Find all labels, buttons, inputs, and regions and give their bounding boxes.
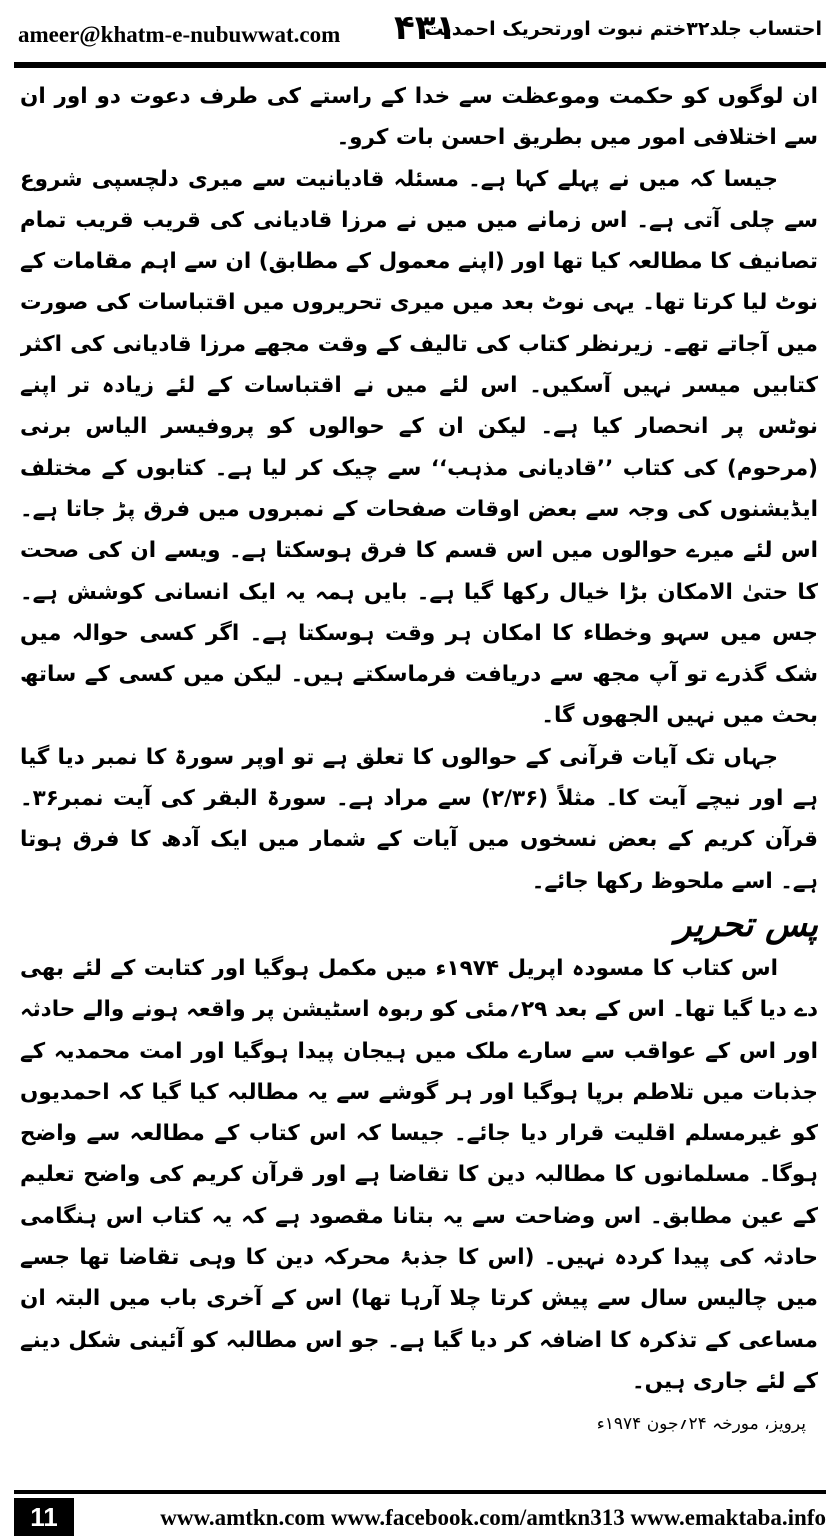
- signature-line: پرویز، مورخہ ۲۴؍جون ۱۹۷۴ء: [596, 1414, 806, 1435]
- paragraph-2: جیسا کہ میں نے پہلے کہا ہے۔ مسئلہ قادیانیت سے میری دلچسپی شروع سے چلی آتی ہے۔ اس زمانے میں میں نے مرزا قادیانی کی قریب قریب تمام تصانیف کا مطالعہ کیا تھا اور (اپنے معمول کے مطابق) ان سے اہم مقامات کے نوٹ لیا کرتا تھا۔ یہی نوٹ بعد میں میری تحریروں میں اقتباسات کی صورت میں آجاتے تھے۔ زیرنظر کتاب کی تالیف کے وقت مجھے مرزا قادیانی کی اکثر کتابیں میسر نہیں آسکیں۔ اس لئے میں نے اقتباسات کے لئے زیادہ تر اپنے نوٹس پر انحصار کیا ہے۔ لیکن ان کے حوالوں کو پروفیسر الیاس برنی (مرحوم) کی کتاب ’’قادیانی مذہب‘‘ سے چیک کر لیا ہے۔ کتابوں کے مختلف ایڈیشنوں کی وجہ سے بعض اوقات صفحات کے نمبروں میں فرق پڑ جاتا ہے۔ اس لئے میرے حوالوں میں اس قسم کا فرق ہوسکتا ہے۔ ویسے ان کی صحت کا حتیٰ الامکان بڑا خیال رکھا گیا ہے۔ بایں ہمہ یہ ایک انسانی کوشش ہے۔ جس میں سہو وخطاء کا امکان ہر وقت ہوسکتا ہے۔ اگر کسی حوالہ میں شک گذرے تو آپ مجھ سے دریافت فرماسکتے ہیں۔ لیکن میں کسی کے ساتھ بحث میں نہیں الجھوں گا۔: [20, 166, 818, 729]
- page-header: [14, 2, 826, 60]
- page-footer: [14, 1490, 826, 1540]
- header-page-number: ۴۳۱: [394, 8, 457, 48]
- section-heading: پس تحریر: [674, 904, 818, 945]
- paragraph-3: جہاں تک آیات قرآنی کے حوالوں کا تعلق ہے تو اوپر سورۃ کا نمبر دیا گیا ہے اور نیچے آیت کا۔ مثلاً (۲/۳۶) سے مراد ہے۔ سورۃ البقر کی آیت نمبر۳۶۔ قرآن کریم کے بعض نسخوں میں آیات کے شمار میں ایک آدھ کا فرق ہوتا ہے۔ اسے ملحوظ رکھا جائے۔: [20, 744, 818, 894]
- running-title: احتساب جلد۳۲ختم نبوت اورتحریک احمدیت: [424, 18, 822, 40]
- header-email: ameer@khatm-e-nubuwwat.com: [18, 22, 341, 47]
- page-body: [20, 76, 818, 1446]
- footer-page-number: 11: [14, 1498, 74, 1536]
- paragraph-1: ان لوگوں کو حکمت وموعظت سے خدا کے راستے کی طرف دعوت دو اور ان سے اختلافی امور میں بطریق احسن بات کرو۔: [20, 84, 818, 151]
- footer-links: www.amtkn.com www.facebook.com/amtkn313 www.emaktaba.info: [160, 1505, 826, 1530]
- paragraph-4: اس کتاب کا مسودہ اپریل ۱۹۷۴ء میں مکمل ہوگیا اور کتابت کے لئے بھی دے دیا گیا تھا۔ اس کے بعد ۲۹؍مئی کو ربوہ اسٹیشن پر واقعہ ہونے والے حادثہ اور اس کے عواقب سے سارے ملک میں ہیجان پیدا ہوگیا اور امت محمدیہ کے جذبات میں تلاطم برپا ہوگیا اور ہر گوشے سے یہ مطالبہ کیا گیا کہ احمدیوں کو غیرمسلم اقلیت قرار دیا جائے۔ جیسا کہ اس کتاب کے مطالعہ سے واضح ہوگا۔ مسلمانوں کا مطالبہ دین کا تقاضا ہے اور قرآن کریم کی واضح تعلیم کے عین مطابق۔ اس وضاحت سے یہ بتانا مقصود ہے کہ یہ کتاب اس ہنگامی حادثہ کی پیدا کردہ نہیں۔ (اس کا جذبۂ محرکہ دین کا وہی تقاضا تھا جسے میں چالیس سال سے پیش کرتا چلا آرہا تھا) اس کے آخری باب میں البتہ ان مساعی کے تذکرہ کا اضافہ کر دیا گیا ہے۔ جو اس مطالبہ کو آئینی شکل دینے کے لئے جاری ہیں۔: [20, 955, 818, 1394]
- header-rule: [14, 62, 826, 68]
